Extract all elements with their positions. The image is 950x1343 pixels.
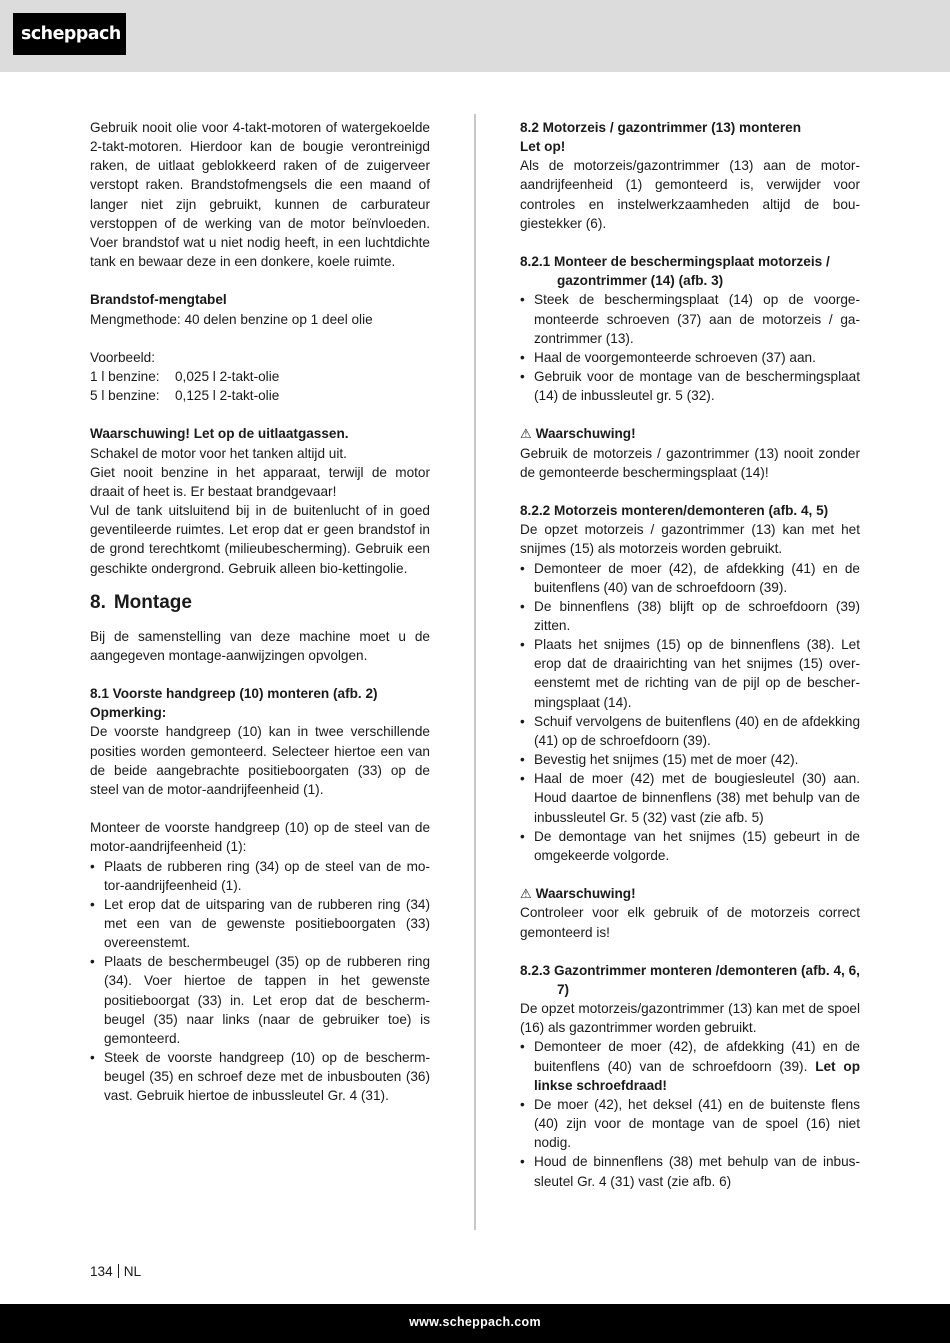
list-item: • Schuif vervolgens de buitenflens (40) en de afdekking (41) op de schroefdoorn (39). <box>520 712 860 750</box>
scheppach-logo: scheppach <box>13 13 126 55</box>
warning-text: Controleer voor elk gebruik of de motorzeis correct gemonteerd is! <box>520 905 860 940</box>
list-item: • Plaats het snijmes (15) op de binnenflens (38). Let erop dat de draairichting van het snijmes (15) overeenstemt met de richting van de pijl op de beschermingsplaat (14). <box>520 635 860 712</box>
list-item: • Gebruik voor de montage van de beschermingsplaat (14) de inbussleutel gr. 5 (32). <box>520 367 860 405</box>
list-item: • Steek de beschermingsplaat (14) op de voorgemonteerde schroeven (37) aan de motorzeis / gazontrimmer (13). <box>520 290 860 347</box>
page-separator <box>118 1264 119 1278</box>
list-item: • Demonteer de moer (42), de afdekking (41) en de buitenflens (40) van de schroefdoorn (39). Let op linkse schroefdraad! <box>520 1037 860 1094</box>
subsection-8-2-2-title: 8.2.2 Motorzeis monteren/demonteren (afb. 4, 5) <box>520 503 829 519</box>
subsection-8-2-1-title: 8.2.1 Monteer de beschermingsplaat motorzeis / gazontrimmer (14) (afb. 3) <box>520 254 830 289</box>
warning-triangle-icon: ⚠ <box>520 426 532 442</box>
footer-bar <box>0 1304 950 1343</box>
list-item: • Plaats de beschermbeugel (35) op de rubberen ring (34). Voer hiertoe de tappen in het gewenste positieboorgat (33) in. Let erop dat de beschermbeugel (35) naar links (naar de gebruiker toe) is gemonteerd. <box>90 952 430 1048</box>
list-item: • Bevestig het snijmes (15) met de moer (42). <box>520 750 860 769</box>
subsection-8-2-title: 8.2 Motorzeis / gazontrimmer (13) monteren <box>520 120 801 135</box>
list-item: • Plaats de rubberen ring (34) op de steel van de motor-aandrijfeenheid (1). <box>90 857 430 895</box>
subsection-8-2-3-title: 8.2.3 Gazontrimmer monteren /demonteren (afb. 4, 6, 7) <box>520 962 860 997</box>
blade-intro: De opzet motorzeis / gazontrimmer (13) kan met het snijmes (15) als motorzeis worden gebruikt. <box>520 522 860 557</box>
section-heading: 8. Montage <box>90 591 192 613</box>
note-text: De voorste handgreep (10) kan in twee verschillende posities worden gemonteerd. Selecteer hiertoe een van de beide aangebrachte positieboorgaten (33) op de steel van de motor-aandrijfeenheid (1). <box>90 724 430 797</box>
website-url: www.scheppach.com <box>409 1315 541 1329</box>
example-row: 5 l benzine: 0,125 l 2-takt-olie <box>90 388 280 404</box>
header-bar <box>0 0 950 72</box>
list-item: • De binnenflens (38) blijft op de schroefdoorn (39) zitten. <box>520 597 860 635</box>
example-label: Voorbeeld: <box>90 349 156 365</box>
warning-line: Vul de tank uitsluitend bij in de buitenlucht of in goed geventileerde ruimtes. Let erop dat er geen brandstof in de grond terechtkomt (milieubescherming). Gebruik een geschikte ondergrond. Gebruik alleen bio-kettingolie. <box>90 503 430 576</box>
caution-title: Let op! <box>520 139 566 155</box>
exhaust-warning-title: Waarschuwing! Let op de uitlaatgassen. <box>90 426 349 442</box>
list-item: • De demontage van het snijmes (15) gebeurt in de omgekeerde volgorde. <box>520 827 860 865</box>
trimmer-intro: De opzet motorzeis/gazontrimmer (13) kan met de spoel (16) als gazontrimmer worden gebruikt. <box>520 1001 860 1036</box>
warning-heading: ⚠ Waarschuwing! <box>520 424 860 443</box>
mount-intro: Monteer de voorste handgreep (10) op de steel van de motor-aandrijfeenheid (1): <box>90 820 430 855</box>
caution-text: Als de motorzeis/gazontrimmer (13) aan de motor-aandrijfeenheid (1) gemonteerd is, verwijder voor controles en instelwerkzaamheden altijd de bougiestekker (6). <box>520 158 860 231</box>
warning-text: Gebruik de motorzeis / gazontrimmer (13) nooit zonder de gemonteerde beschermingsplaat (14)! <box>520 445 860 480</box>
mount-steps-list <box>90 857 430 1106</box>
warning-line: Giet nooit benzine in het apparaat, terwijl de motor draait of heet is. Er bestaat brandgevaar! <box>90 464 430 499</box>
warning-triangle-icon: ⚠ <box>520 886 532 902</box>
column-divider <box>474 114 476 1230</box>
list-item: • De moer (42), het deksel (41) en de buitenste flens (40) zijn voor de montage van de spoel (16) niet nodig. <box>520 1095 860 1152</box>
list-item: • Haal de voorgemonteerde schroeven (37) aan. <box>520 348 860 367</box>
list-item: • Demonteer de moer (42), de afdekking (41) en de buitenflens (40) van de schroefdoorn (39). <box>520 559 860 597</box>
page-number: 134 NL <box>90 1264 142 1279</box>
plate-steps-list <box>520 290 860 405</box>
left-column <box>90 118 430 1106</box>
blade-steps-list <box>520 559 860 866</box>
subsection-8-1-title: 8.1 Voorste handgreep (10) monteren (afb. 2) <box>90 686 378 702</box>
warning-line: Schakel de motor voor het tanken altijd uit. <box>90 445 347 461</box>
section-intro: Bij de samenstelling van deze machine moet u de aangegeven montage-aanwijzingen opvolgen. <box>90 628 430 663</box>
mix-table-title: Brandstof-mengtabel <box>90 292 227 308</box>
right-column <box>520 118 860 1191</box>
warning-heading: ⚠ Waarschuwing! <box>520 884 860 903</box>
note-title: Opmerking: <box>90 705 167 721</box>
intro-paragraph: Gebruik nooit olie voor 4-takt-motoren of watergekoelde 2-takt-motoren. Hierdoor kan de bougie verontreinigd raken, de uitlaat geblokkeerd raken of de zuigerveer verstopt raken. Brandstofmengsels die een maand of langer niet zijn gebruikt, kunnen de carburateur verstoppen of de werking van de motor beïnvloeden. Voer brandstof wat u niet nodig heeft, in een luchtdichte tank en bewaar deze in een donkere, koele ruimte. <box>90 120 430 270</box>
list-item: • Haal de moer (42) met de bougiesleutel (30) aan. Houd daartoe de binnenflens (38) met behulp van de inbussleutel Gr. 5 (32) vast (zie afb. 5) <box>520 769 860 826</box>
list-item: • Steek de voorste handgreep (10) op de beschermbeugel (35) en schroef deze met de inbusbouten (36) vast. Gebruik hiertoe de inbussleutel Gr. 4 (31). <box>90 1048 430 1105</box>
list-item: • Houd de binnenflens (38) met behulp van de inbussleutel Gr. 4 (31) vast (zie afb. 6) <box>520 1152 860 1190</box>
mix-method: Mengmethode: 40 delen benzine op 1 deel olie <box>90 311 373 327</box>
example-row: 1 l benzine: 0,025 l 2-takt-olie <box>90 369 280 384</box>
trimmer-steps-list <box>520 1037 860 1190</box>
list-item: • Let erop dat de uitsparing van de rubberen ring (34) met een van de gewenste positieboorgaten (33) overeenstemt. <box>90 895 430 952</box>
